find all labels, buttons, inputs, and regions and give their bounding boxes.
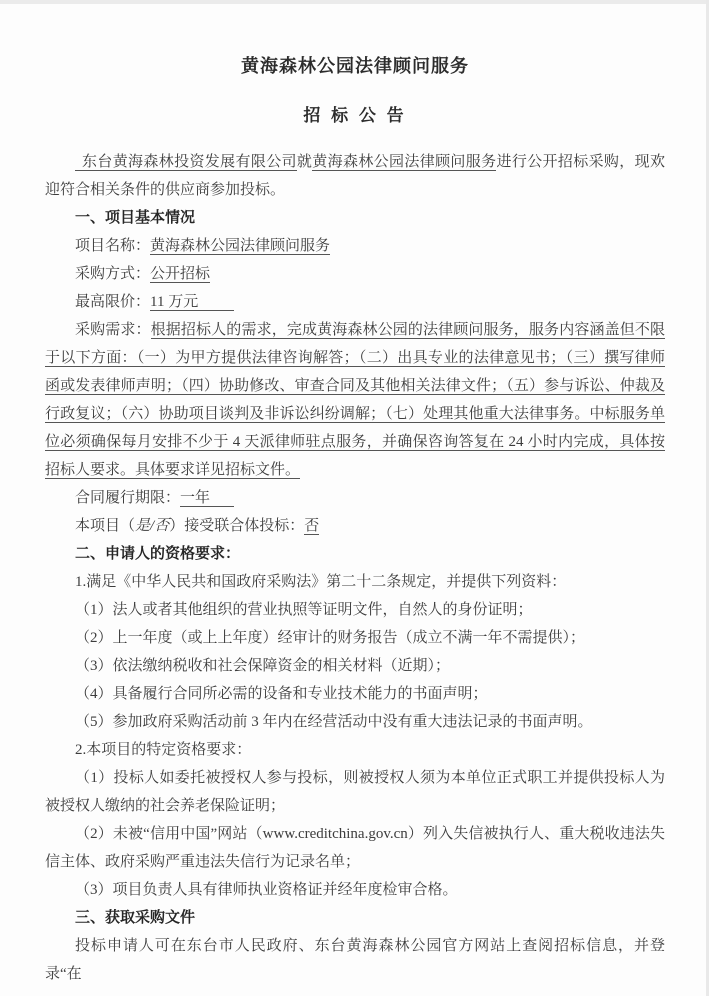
scan-edge-top: [0, 0, 709, 4]
field-value: 一年: [180, 490, 234, 507]
field-label: 采购方式：: [75, 266, 151, 282]
specific-requirement-item: （3）项目负责人具有律师执业资格证并经年度检审合格。: [75, 882, 458, 898]
field-price-ceiling: [45, 288, 665, 316]
project-name-inline: 黄海森林公园法律顾问服务: [312, 154, 497, 170]
general-requirement-item: （2）上一年度（或上上年度）经审计的财务报告（成立不满一年不需提供）；: [75, 630, 586, 646]
section2-heading: 二、申请人的资格要求：: [75, 545, 241, 562]
field-project-name: [45, 232, 665, 260]
section1-heading: 一、项目基本情况: [75, 209, 196, 226]
document-title: 黄海森林公园法律顾问服务: [241, 56, 469, 76]
field-value: 根据招标人的需求，完成黄海森林公园的法律顾问服务，服务内容涵盖但不限于以下方面：（一）为甲方提供法律咨询解答；（二）出具专业的法律意见书；（三）撰写律师函或发表律师声明；（四）协助修改、审查合同及其他相关法律文件；（五）参与诉讼、仲裁及行政复议；（六）协助项目谈判及非诉讼纠纷调解；（七）处理其他重大法律事务。中标服务单位必须确保每月安排不少于 4 天派律师驻点服务，并确保咨询答复在 24 小时内完成，具体按招标人要求。具体要求详见招标文件。: [45, 322, 665, 478]
document-subtitle: 招 标 公 告: [303, 106, 407, 125]
joint-bid-label-post: ）接受联合体投标：: [169, 518, 305, 534]
section3-body: 投标申请人可在东台市人民政府、东台黄海森林公园官方网站上查阅招标信息，并登录“在: [45, 938, 665, 982]
intro-paragraph: [45, 148, 665, 204]
field-contract-term: [45, 484, 665, 512]
document-content: [45, 48, 665, 988]
field-value: 11 万元: [150, 294, 234, 311]
field-label: 项目名称：: [75, 238, 151, 254]
specific-requirements-intro: 2.本项目的特定资格要求：: [75, 742, 252, 758]
section3-heading: 三、获取采购文件: [75, 909, 196, 926]
general-requirement-item: （3）依法缴纳税收和社会保障资金的相关材料（近期）；: [75, 658, 451, 674]
field-value: 黄海森林公园法律顾问服务: [150, 238, 331, 254]
field-procurement-demand: [45, 316, 665, 484]
general-requirements-intro: 1.满足《中华人民共和国政府采购法》第二十二条规定，并提供下列资料：: [75, 574, 567, 590]
field-joint-bid: [45, 512, 665, 540]
field-value: 公开招标: [150, 266, 211, 282]
joint-bid-value: 否: [304, 518, 320, 534]
general-requirement-item: （4）具备履行合同所必需的设备和专业技术能力的书面声明；: [75, 686, 488, 702]
field-label: 采购需求：: [75, 322, 151, 338]
specific-requirement-item: （1）投标人如委托被授权人参与投标，则被授权人须为本单位正式职工并提供投标人为被授权人缴纳的社会养老保险证明；: [45, 770, 665, 814]
intro-rest: 进行公开招标采购，现欢迎符合相关条件的供应商参加投标。: [45, 154, 665, 198]
joint-bid-label-pre: 本项目（: [75, 518, 136, 534]
field-label: 最高限价：: [75, 294, 151, 310]
general-requirement-item: （5）参加政府采购活动前 3 年内在经营活动中没有重大违法记录的书面声明。: [75, 714, 593, 730]
specific-requirement-item: （2）未被“信用中国”网站（www.creditchina.gov.cn）列入失信被执行人、重大税收违法失信主体、政府采购严重违法失信行为记录名单；: [45, 826, 665, 870]
joint-bid-yes-no: 是/否: [135, 518, 170, 534]
intro-connector: 就: [296, 154, 313, 170]
general-requirement-item: （1）法人或者其他组织的营业执照等证明文件，自然人的身份证明；: [75, 602, 533, 618]
field-label: 合同履行期限：: [75, 490, 181, 506]
purchaser-name: 东台黄海森林投资发展有限公司: [75, 154, 297, 171]
field-procurement-method: [45, 260, 665, 288]
